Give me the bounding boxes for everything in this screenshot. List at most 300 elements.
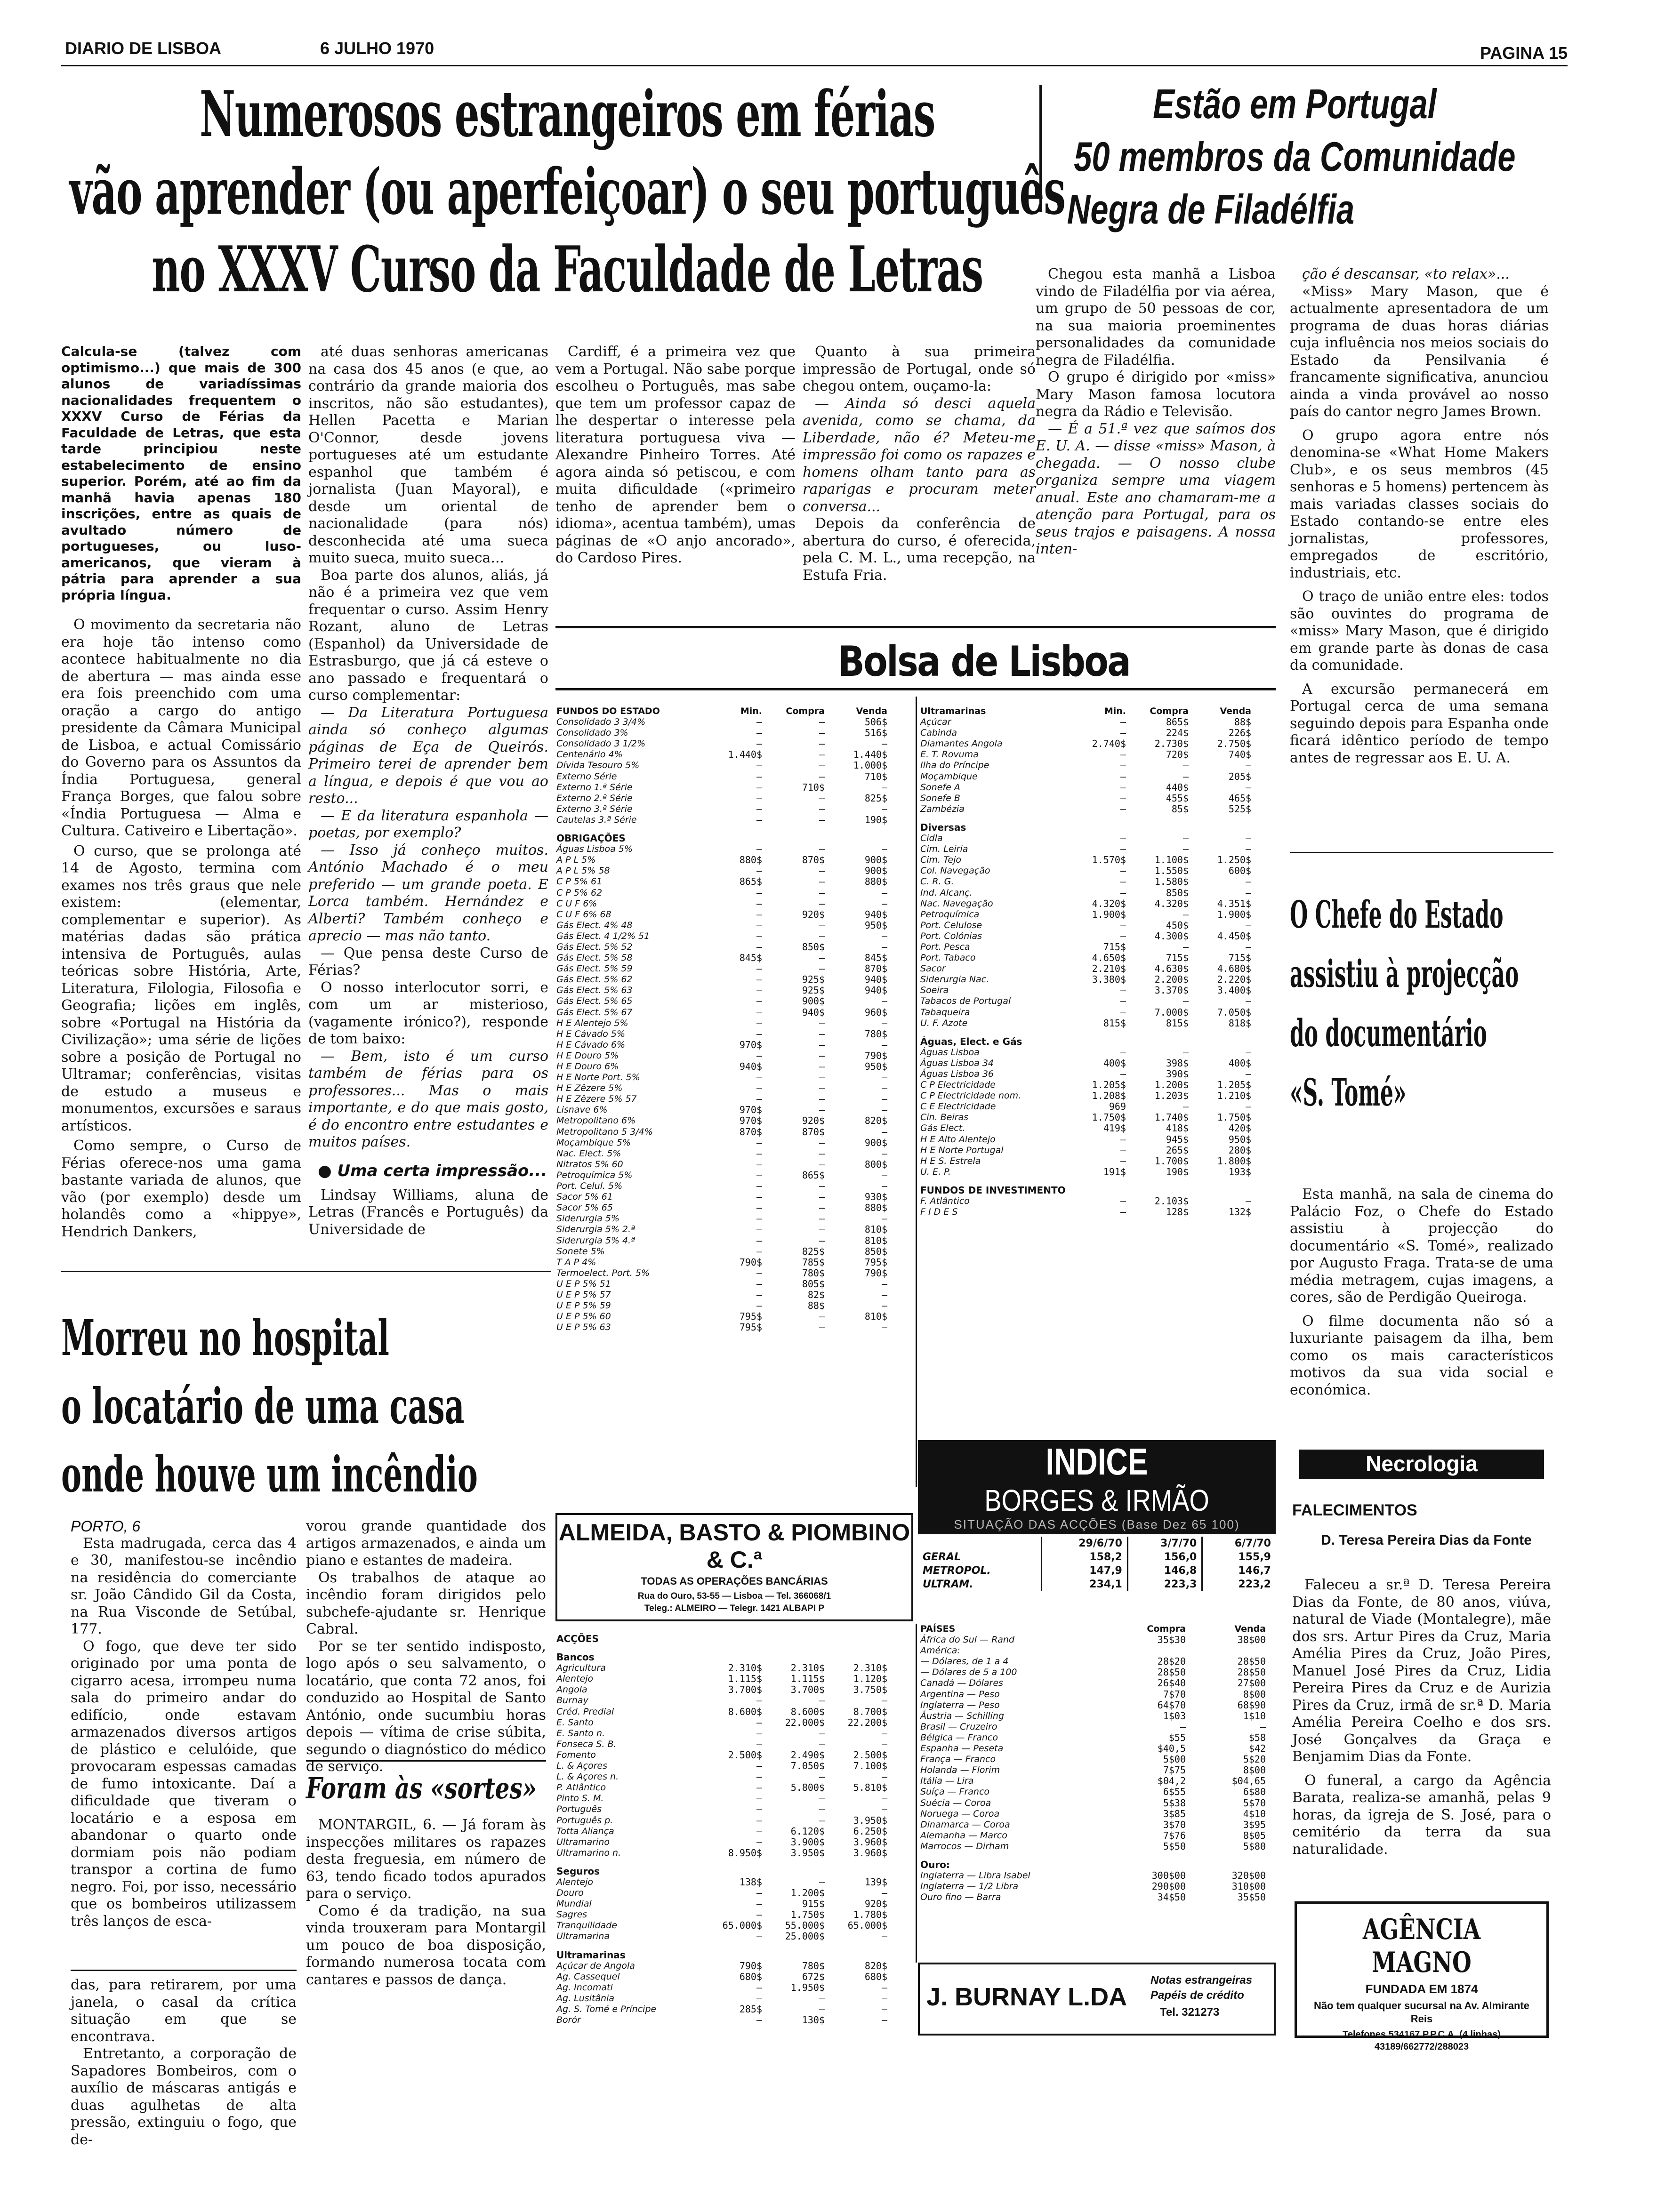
table-cell: —: [819, 770, 825, 782]
table-cell: Ouro fino — Barra: [920, 1892, 1001, 1903]
table-cell: —: [1120, 760, 1126, 771]
indice-cell: 234,1: [1042, 1578, 1128, 1591]
table-cell: 28$50: [1157, 1667, 1186, 1678]
table-cell: Port. Celulose: [920, 920, 982, 930]
table-cell: Moçambique 5%: [556, 1137, 631, 1148]
table-cell: 865$: [802, 1169, 825, 1181]
table-cell: C P 5% 62: [556, 887, 603, 898]
table-cell: 825$: [864, 792, 887, 804]
table-section-title: OBRIGAÇÕES: [556, 833, 626, 844]
story1-paragraph: — E da literatura espanhola — poetas, por exemplo?: [308, 807, 548, 841]
table-row: [920, 793, 1278, 804]
table-cell: —: [819, 865, 825, 877]
table-cell: 1$10: [1243, 1710, 1266, 1722]
table-cell: C U F 6% 68: [556, 909, 611, 920]
table-row: [920, 1809, 1278, 1819]
table-cell: 1$03: [1163, 1710, 1186, 1722]
table-cell: C P Electricidade: [920, 1080, 996, 1090]
table-cell: 710$: [802, 781, 825, 793]
table-cell: Cim. Tejo: [920, 855, 961, 866]
table-row: [556, 898, 914, 909]
table-cell: África do Sul — Rand: [920, 1635, 1015, 1645]
table-cell: 680$: [864, 1971, 887, 1982]
table-cell: —: [1245, 919, 1251, 931]
table-cell: Ultramarino n.: [556, 1847, 621, 1858]
table-cell: 465$: [1228, 792, 1251, 804]
story3-paragraph: Esta manhã, na sala de cinema do Palácio Foz, o Chefe do Estado assistiu à projecção do documentário «S. Tomé», realizado por Augusto Fraga. Trata-se de uma média metragem, cujas imagens, a cores, são de Perdigão Queiroga.: [1290, 1186, 1553, 1306]
table-cell: Douro: [556, 1888, 584, 1899]
table-cell: —: [756, 1727, 762, 1739]
table-cell: —: [756, 908, 762, 920]
table-cell: F. Atlântico: [920, 1196, 970, 1207]
table-cell: —: [1120, 985, 1126, 996]
necrologia-body: [1292, 1577, 1551, 1873]
table-row: [556, 1684, 914, 1695]
table-cell: Tabacos de Portugal: [920, 996, 1011, 1007]
table-cell: 969: [1109, 1101, 1126, 1113]
table-cell: 7$75: [1163, 1764, 1186, 1776]
table-row: [556, 1072, 914, 1083]
magno-line3: Telefones 534167 P.P.C.A. (4 linhas) 43189/662772/288023: [1343, 2029, 1501, 2052]
table-cell: 1.580$: [1154, 876, 1189, 888]
table-cell: Gás Elect. 5% 63: [556, 985, 633, 996]
table-cell: Nac. Elect. 5%: [556, 1148, 621, 1159]
table-row: [920, 1830, 1278, 1841]
indice-col-header: [918, 1537, 1042, 1550]
table-cell: 940$: [802, 1006, 825, 1018]
table-cell: —: [756, 727, 762, 739]
table-cell: —: [881, 1992, 887, 2004]
story2-headline: [1045, 78, 1544, 261]
table-cell: Inglaterra — 1/2 Libra: [920, 1881, 1019, 1892]
table-cell: 940$: [864, 908, 887, 920]
table-cell: Ultramarina: [556, 1931, 610, 1942]
table-cell: C E Electricidade: [920, 1101, 996, 1112]
table-cell: 5.800$: [790, 1782, 825, 1794]
bolsa-top-rule: [555, 626, 1276, 628]
story1-paragraph: Como sempre, o Curso de Férias oferece-nos uma gama bastante variada de alunos, que vão (por exemplo) desde um holandês como a «hippye», Hendrich Dankers,: [61, 1138, 301, 1240]
story1-headline-line2: vão aprender (ou aperfeiçoar) o seu português: [69, 154, 1065, 229]
table-row: [556, 1279, 914, 1290]
story4-column-1: [71, 1518, 297, 1965]
table-cell: —: [819, 1147, 825, 1159]
table-cell: 2.200$: [1154, 974, 1189, 986]
table-cell: Ultramarino: [556, 1836, 610, 1847]
table-cell: —: [819, 1061, 825, 1072]
table-cell: 3.750$: [853, 1684, 887, 1696]
table-cell: —: [1245, 1046, 1251, 1058]
table-cell: —: [756, 1278, 762, 1290]
table-cell: —: [881, 1931, 887, 1942]
magno-line1: FUNDADA EM 1874: [1365, 1982, 1478, 1996]
table-cell: Siderurgia 5%: [556, 1213, 619, 1224]
table-cell: —: [756, 1158, 762, 1170]
table-cell: $55: [1168, 1731, 1186, 1743]
story4-paragraph: O fogo, que deve ter sido originado por uma ponta de cigarro acesa, irrompeu numa sala do primeiro andar do edifício, onde estavam armazenados diversos artigos de plástico e celulóide, que provocaram espessas camadas de fumo intoxicante. Daí a dificuldade que tiveram o locatário e a esposa em abandonar o quarto onde dormiam pois não podiam transpor a cortina de fumo negro. Foi, por isso, necessário que os bombeiros utilizassem três lanços de esca-: [71, 1638, 297, 1930]
table-cell: —: [756, 1245, 762, 1257]
table-cell: —: [1245, 843, 1251, 855]
indice-cell: 158,2: [1042, 1550, 1128, 1564]
necrologia-name: D. Teresa Pereira Dias da Fonte: [1321, 1532, 1532, 1548]
table-cell: U. E. P.: [920, 1166, 951, 1177]
table-cell: 740$: [1228, 749, 1251, 761]
table-cell: E. T. Rovuma: [920, 749, 979, 760]
table-row: [920, 1711, 1278, 1722]
table-cell: Noruega — Coroa: [920, 1808, 1000, 1819]
burnay-ad: [918, 1963, 1276, 2036]
story1-headline-line3: no XXXV Curso da Faculdade de Letras: [152, 232, 983, 306]
table-cell: Borór: [556, 2015, 581, 2026]
table-cell: 810$: [864, 1224, 887, 1235]
table-row: [920, 974, 1278, 985]
table-row: [920, 1047, 1278, 1058]
table-row: [920, 1776, 1278, 1787]
table-cell: 65.000$: [722, 1920, 762, 1931]
table-cell: Sagres: [556, 1909, 587, 1920]
table-cell: Cim. Leiria: [920, 844, 968, 855]
table-cell: 4.351$: [1217, 898, 1251, 909]
table-cell: —: [756, 803, 762, 815]
table-row: [920, 953, 1278, 963]
table-cell: 1.750$: [1092, 1112, 1126, 1123]
table-cell: U. F. Azote: [920, 1018, 968, 1028]
table-cell: C. R. G.: [920, 876, 954, 887]
table-row: [556, 876, 914, 887]
table-cell: L. & Açores n.: [556, 1771, 619, 1782]
table-cell: 850$: [864, 1245, 887, 1257]
table-cell: Siderurgia 5% 2.ª: [556, 1224, 635, 1235]
table-section-title: Águas, Elect. e Gás: [920, 1035, 1022, 1047]
table-cell: $42: [1248, 1743, 1266, 1755]
table-cell: Açúcar de Angola: [556, 1960, 635, 1971]
table-cell: 940$: [739, 1061, 762, 1072]
table-row: [920, 1722, 1278, 1732]
table-cell: —: [756, 1234, 762, 1246]
table-section-title: Bancos: [556, 1651, 595, 1663]
table-row: [556, 1909, 914, 1920]
table-cell: 4.680$: [1217, 963, 1251, 975]
burnay-line1: Notas estrangeiras: [1150, 1974, 1253, 1987]
table-cell: Externo 2.ª Série: [556, 793, 633, 803]
table-cell: Áustria — Schilling: [920, 1710, 1004, 1721]
indice-ad: [918, 1440, 1276, 1534]
story4-paragraph: Esta madrugada, cerca das 4 e 30, manifestou-se incêndio na residência do comerciante sr. João Cândido Gil da Costa, na Rua Visconde de Setúbal, 177.: [71, 1535, 297, 1637]
story1-paragraph: Lindsay Williams, aluna de Letras (Francês e Português) da Universidade de: [308, 1186, 548, 1238]
table-cell: 845$: [864, 952, 887, 964]
table-cell: —: [756, 1695, 762, 1707]
story5-rule: [306, 1760, 546, 1762]
table-cell: —: [1120, 1006, 1126, 1018]
bolsa-table-bancos: [556, 1626, 914, 2087]
story3-headline-line4: «S. Tomé»: [1290, 1070, 1407, 1114]
table-cell: —: [1120, 1195, 1126, 1207]
table-row: [556, 1138, 914, 1148]
story1-paragraph: — Da Literatura Portuguesa ainda só conheço algumas páginas de Eça de Queirós. Primeiro terei de aprender bem a língua, e depois é que vou ao resto...: [308, 704, 548, 807]
table-cell: 22.000$: [785, 1716, 825, 1728]
table-cell: 970$: [739, 1104, 762, 1116]
table-cell: —: [819, 1695, 825, 1707]
table-cell: —: [756, 1738, 762, 1750]
table-row: [556, 1094, 914, 1105]
table-cell: —: [881, 781, 887, 793]
table-cell: —: [756, 760, 762, 771]
table-cell: 35$30: [1157, 1634, 1186, 1646]
table-row: [920, 833, 1278, 844]
table-cell: E. Santo n.: [556, 1728, 605, 1739]
table-cell: 1.000$: [853, 760, 887, 771]
table-cell: 810$: [864, 1234, 887, 1246]
table-cell: —: [881, 803, 887, 815]
table-row: [556, 1300, 914, 1311]
table-cell: Port. Celul. 5%: [556, 1181, 623, 1192]
table-cell: —: [819, 1793, 825, 1804]
table-cell: —: [1182, 1101, 1189, 1113]
table-cell: —: [819, 1814, 825, 1826]
table-cell: —: [756, 781, 762, 793]
table-row: [920, 931, 1278, 942]
table-column-header: Compra: [786, 706, 825, 716]
story1-paragraph: — Ainda só desci aquela avenida, como se chama, da Liberdade, não é? Meteu-me impressão foi como os rapazes e homens olham tanto para as raparigas e procuram meter conversa...: [803, 395, 1036, 515]
table-cell: 132$: [1228, 1206, 1251, 1218]
table-cell: H E Cávado 5%: [556, 1028, 626, 1039]
table-cell: Fonseca S. B.: [556, 1739, 617, 1749]
table-cell: —: [819, 876, 825, 888]
table-cell: Sacor 5% 65: [556, 1202, 613, 1213]
story4-paragraph: das, para retirarem, por uma janela, o casal da crítica situação em que se encontrava.: [71, 1977, 297, 2045]
table-cell: 1.440$: [728, 749, 762, 761]
table-row: [556, 1728, 914, 1739]
table-cell: —: [756, 919, 762, 931]
table-cell: 525$: [1228, 803, 1251, 815]
table-row: [556, 1213, 914, 1224]
table-cell: 1.750$: [790, 1909, 825, 1921]
table-cell: —: [881, 1213, 887, 1225]
table-cell: 1.120$: [853, 1673, 887, 1685]
table-cell: 3.700$: [728, 1684, 762, 1696]
table-row: [556, 996, 914, 1007]
table-cell: —: [1182, 833, 1189, 844]
table-cell: 4.630$: [1154, 963, 1189, 975]
table-cell: —: [881, 1793, 887, 1804]
table-cell: 3.950$: [790, 1847, 825, 1859]
table-cell: 226$: [1228, 727, 1251, 739]
table-cell: —: [819, 1876, 825, 1888]
indice-table-row: [918, 1564, 1276, 1578]
table-cell: 880$: [739, 854, 762, 866]
table-cell: 715$: [1228, 952, 1251, 964]
story1-subhead-text: Uma certa impressão...: [337, 1161, 547, 1180]
indice-table-row: [918, 1550, 1276, 1564]
table-row: [556, 771, 914, 782]
indice-cell: 146,8: [1127, 1564, 1202, 1578]
table-row: [556, 1192, 914, 1202]
table-row: [556, 1663, 914, 1674]
table-row: [556, 1826, 914, 1837]
table-column-header: FUNDOS DO ESTADO: [556, 706, 660, 716]
table-cell: —: [819, 1311, 825, 1322]
table-cell: Gás Elect. 5% 67: [556, 1007, 633, 1018]
table-row: [920, 1700, 1278, 1711]
table-cell: 6.250$: [853, 1825, 887, 1837]
table-cell: —: [881, 1771, 887, 1783]
table-row: [556, 1115, 914, 1126]
table-row: [556, 888, 914, 898]
table-cell: —: [881, 995, 887, 1007]
table-cell: —: [756, 843, 762, 855]
table-cell: U E P 5% 60: [556, 1311, 611, 1322]
table-column-header: Compra: [1147, 1624, 1186, 1634]
table-cell: 680$: [739, 1971, 762, 1982]
bolsa-divider: [916, 697, 917, 1487]
table-cell: 795$: [864, 1256, 887, 1268]
story2-headline-line2: 50 membros da Comunidade: [1074, 133, 1516, 180]
table-cell: —: [819, 1771, 825, 1783]
table-cell: 28$20: [1157, 1656, 1186, 1667]
table-row: [920, 1689, 1278, 1700]
table-cell: 310$00: [1231, 1881, 1266, 1892]
table-cell: —: [756, 1147, 762, 1159]
table-cell: —: [756, 1887, 762, 1899]
table-cell: —: [1120, 919, 1126, 931]
table-cell: 3.400$: [1217, 985, 1251, 996]
table-cell: —: [756, 2014, 762, 2026]
table-cell: 865$: [739, 876, 762, 888]
table-cell: 2.210$: [1092, 963, 1126, 975]
story1-paragraph: até duas senhoras americanas na casa dos 45 anos (e que, ao contrário da grande maioria dos inscritos, não são estudantes), Hellen Pacetta e Marian O'Connor, desde jovens portugueses até um estudante espanhol que também é jornalista (Juan Mayoral), e desde um oriental de nacionalidade (para nós) desconhecida até uma sueca muito sueca, muito sueca...: [308, 344, 548, 566]
bolsa-table-acoes: [920, 706, 1278, 1412]
table-cell: —: [819, 1727, 825, 1739]
table-cell: —: [881, 898, 887, 909]
table-cell: 3$85: [1163, 1808, 1186, 1819]
table-cell: 1.115$: [728, 1673, 762, 1685]
table-row: [556, 1761, 914, 1771]
table-row: [556, 1815, 914, 1826]
table-cell: Ilha do Príncipe: [920, 760, 989, 771]
table-cell: H E Norte Portugal: [920, 1145, 1004, 1155]
story4-paragraph: Por se ter sentido indisposto, logo após o seu salvamento, o locatário, que conta 72 anos, foi conduzido ao Hospital de Santo António, onde sucumbiu horas depois — vítima de crise súbita, segundo o diagnóstico do médico de serviço.: [306, 1638, 546, 1775]
table-cell: —: [1245, 887, 1251, 898]
table-cell: —: [819, 1028, 825, 1040]
table-cell: 940$: [864, 985, 887, 996]
table-row: [920, 782, 1278, 793]
table-cell: $40,5: [1157, 1743, 1186, 1755]
story4-column-2: [306, 1518, 546, 1775]
table-cell: Holanda — Florim: [920, 1765, 1000, 1776]
table-column-header: PAÍSES: [920, 1624, 956, 1634]
table-cell: 420$: [1228, 1122, 1251, 1134]
indice-cell: 155,9: [1202, 1550, 1276, 1564]
table-cell: Metropolitano 6%: [556, 1115, 636, 1126]
table-cell: C U F 6%: [556, 898, 597, 909]
table-row: [920, 1798, 1278, 1809]
table-cell: —: [756, 1771, 762, 1783]
table-cell: —: [756, 1006, 762, 1018]
table-row: [556, 855, 914, 866]
table-row: [556, 1235, 914, 1246]
table-cell: —: [756, 1267, 762, 1279]
table-cell: Centenário 4%: [556, 749, 623, 760]
story2-paragraph: O grupo é dirigido por «miss» Mary Mason famosa locutora negra da Rádio e Televisão.: [1036, 369, 1276, 420]
table-cell: Português: [556, 1804, 602, 1815]
table-cell: —: [1120, 770, 1126, 782]
table-cell: —: [881, 1300, 887, 1312]
table-row: [556, 942, 914, 953]
table-cell: 3$95: [1243, 1819, 1266, 1830]
table-cell: Gás Elect. 4% 48: [556, 920, 633, 930]
table-row: [920, 1196, 1278, 1207]
table-section-title: ACÇÕES: [556, 1633, 599, 1644]
table-cell: 28$50: [1237, 1667, 1266, 1678]
table-cell: U E P 5% 59: [556, 1300, 611, 1311]
table-cell: —: [756, 1825, 762, 1837]
table-cell: —: [819, 1180, 825, 1192]
table-row: [556, 1029, 914, 1040]
table-row: [920, 1635, 1278, 1645]
table-cell: 25.000$: [785, 1931, 825, 1942]
bolsa-title: Bolsa de Lisboa: [837, 637, 1130, 686]
table-cell: 205$: [1228, 770, 1251, 782]
table-cell: 7.050$: [1217, 1006, 1251, 1018]
table-cell: —: [756, 738, 762, 750]
table-cell: 8.600$: [790, 1706, 825, 1717]
table-cell: 950$: [864, 919, 887, 931]
table-cell: 790$: [864, 1050, 887, 1061]
table-cell: 790$: [739, 1256, 762, 1268]
necrologia-banner: Necrologia: [1299, 1450, 1544, 1479]
table-cell: Cautelas 3.ª Série: [556, 814, 637, 825]
table-cell: 820$: [864, 1960, 887, 1972]
table-cell: 8$00: [1243, 1688, 1266, 1700]
table-cell: 780$: [864, 1028, 887, 1040]
table-cell: Águas Lisboa 34: [920, 1058, 994, 1068]
indice-table-header: [918, 1537, 1276, 1550]
burnay-tel: Tel. 321273: [1160, 2006, 1220, 2019]
table-column-header: Compra: [1150, 706, 1189, 716]
table-cell: Gás Elect. 5% 59: [556, 963, 633, 974]
table-cell: 1.900$: [1217, 908, 1251, 920]
table-cell: —: [1120, 1155, 1126, 1167]
table-row: [920, 920, 1278, 931]
table-cell: 88$: [1234, 716, 1251, 728]
table-cell: 27$00: [1237, 1677, 1266, 1689]
table-row: [920, 1007, 1278, 1018]
table-cell: —: [756, 974, 762, 986]
story5-headline: Foram às «sortes»: [306, 1771, 537, 1805]
table-cell: 6$55: [1163, 1786, 1186, 1798]
table-cell: Burnay: [556, 1695, 588, 1706]
table-cell: Port. Colónias: [920, 930, 982, 941]
story2-paragraph: Chegou esta manhã a Lisboa vindo de Filadélfia por via aérea, um grupo de 50 pessoas de cor, na sua maioria proeminentes personalidades da comunidade negra de Filadélfia.: [1036, 266, 1276, 369]
table-row: [556, 1127, 914, 1138]
table-cell: Cin. Beiras: [920, 1112, 969, 1123]
table-cell: —: [756, 1898, 762, 1910]
table-cell: Alemanha — Marco: [920, 1830, 1007, 1841]
story3-headline-line3: do documentário: [1290, 1011, 1487, 1055]
table-cell: —: [1120, 727, 1126, 739]
table-cell: L. & Açores: [556, 1761, 607, 1771]
table-section-title: Seguros: [556, 1865, 600, 1877]
table-cell: 7.000$: [1154, 1006, 1189, 1018]
story1-column-3: [555, 344, 796, 626]
table-cell: 800$: [864, 1158, 887, 1170]
table-cell: 2.103$: [1154, 1195, 1189, 1207]
table-row: [920, 855, 1278, 866]
table-cell: Cidla: [920, 833, 943, 844]
table-cell: 7$70: [1163, 1688, 1186, 1700]
story1-headline-line1: Numerosos estrangeiros em férias: [200, 77, 935, 151]
table-row: [556, 1782, 914, 1793]
table-cell: —: [1120, 1206, 1126, 1218]
